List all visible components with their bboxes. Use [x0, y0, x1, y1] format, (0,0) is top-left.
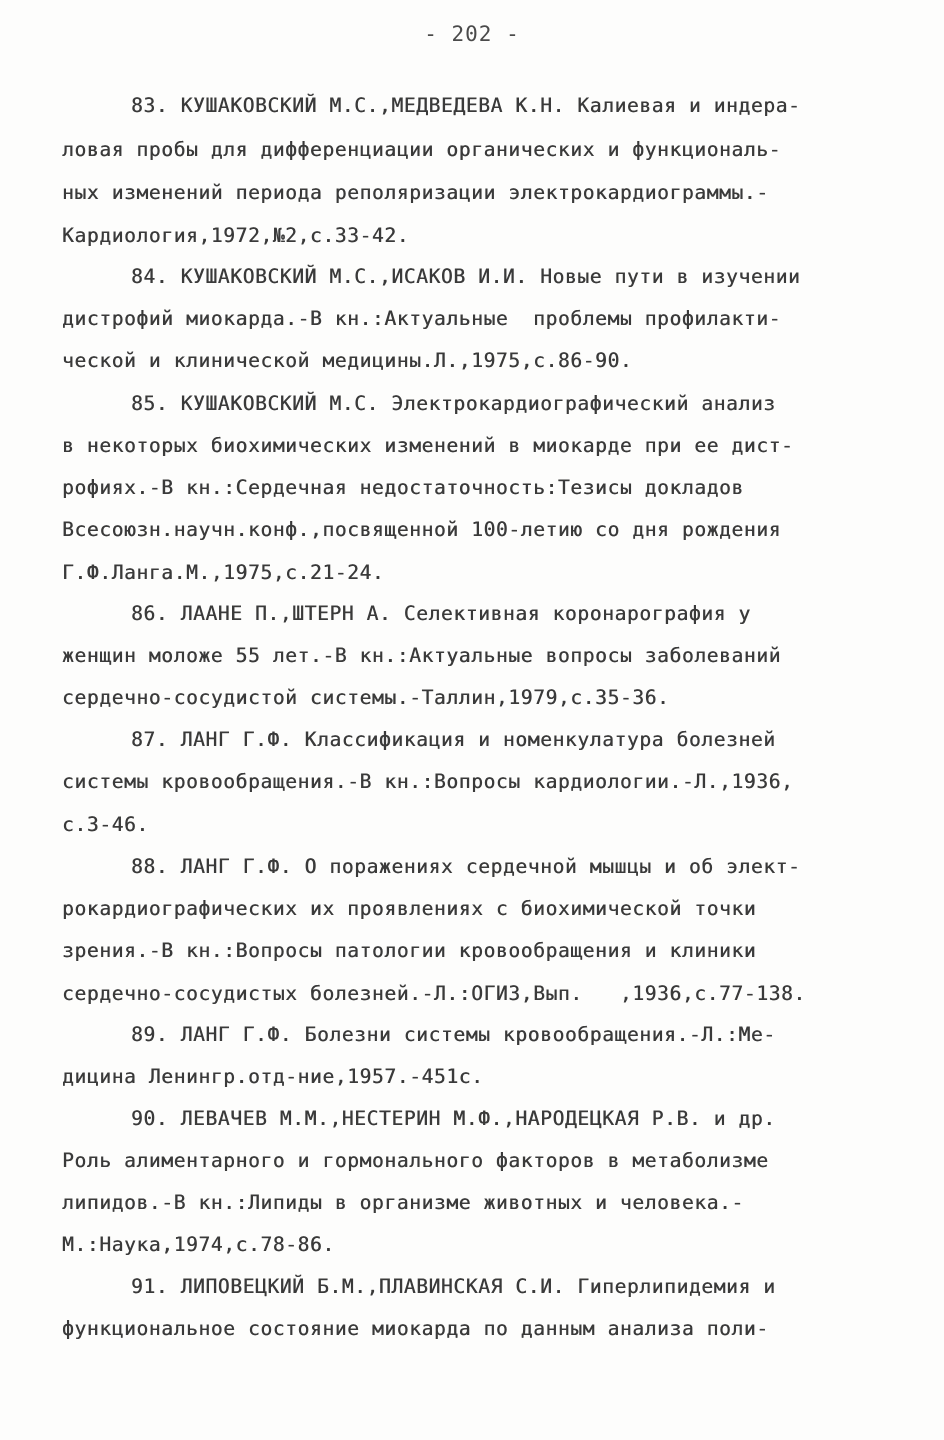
reference-86-line-2: женщин моложе 55 лет.-В кн.:Актуальные вопросы заболеваний [62, 644, 781, 667]
reference-90-line-2: Роль алиментарного и гормонального факторов в метаболизме [62, 1149, 769, 1172]
reference-90-line-1: 90. ЛЕВАЧЕВ М.М.,НЕСТЕРИН М.Ф.,НАРОДЕЦКАЯ Р.В. и др. [131, 1107, 776, 1130]
reference-83-line-3: ных изменений периода реполяризации электрокардиограммы.- [62, 181, 769, 204]
reference-86-line-1: 86. ЛААНЕ П.,ШТЕРН А. Селективная коронарография у [131, 602, 751, 625]
reference-88-line-4: сердечно-сосудистых болезней.-Л.:ОГИЗ,Вып. ,1936,с.77-138. [62, 982, 806, 1005]
page-number: - 202 - [424, 22, 520, 46]
reference-83-line-1: 83. КУШАКОВСКИЙ М.С.,МЕДВЕДЕВА К.Н. Калиевая и индера- [131, 94, 801, 117]
reference-88-line-1: 88. ЛАНГ Г.Ф. О поражениях сердечной мышцы и об элект- [131, 855, 801, 878]
reference-85-line-4: Всесоюзн.научн.конф.,посвященной 100-летию со дня рождения [62, 518, 781, 541]
reference-87-line-2: системы кровообращения.-В кн.:Вопросы кардиологии.-Л.,1936, [62, 770, 794, 793]
reference-85-line-3: рофиях.-В кн.:Сердечная недостаточность:Тезисы докладов [62, 476, 744, 499]
reference-83-line-4: Кардиология,1972,№2,с.33-42. [62, 224, 410, 247]
reference-86-line-3: сердечно-сосудистой системы.-Таллин,1979,с.35-36. [62, 686, 670, 709]
reference-91-line-1: 91. ЛИПОВЕЦКИЙ Б.М.,ПЛАВИНСКАЯ С.И. Гиперлипидемия и [131, 1275, 776, 1298]
reference-88-line-3: зрения.-В кн.:Вопросы патологии кровообращения и клиники [62, 939, 757, 962]
reference-85-line-5: Г.Ф.Ланга.М.,1975,с.21-24. [62, 561, 385, 584]
reference-84-line-2: дистрофий миокарда.-В кн.:Актуальные проблемы профилакти- [62, 307, 781, 330]
reference-91-line-2: функциональное состояние миокарда по данным анализа поли- [62, 1317, 769, 1340]
reference-87-line-1: 87. ЛАНГ Г.Ф. Классификация и номенкулатура болезней [131, 728, 776, 751]
reference-90-line-3: липидов.-В кн.:Липиды в организме животных и человека.- [62, 1191, 744, 1214]
reference-87-line-3: с.3-46. [62, 813, 149, 836]
reference-89-line-1: 89. ЛАНГ Г.Ф. Болезни системы кровообращения.-Л.:Ме- [131, 1023, 776, 1046]
reference-90-line-4: М.:Наука,1974,с.78-86. [62, 1233, 335, 1256]
reference-84-line-3: ческой и клинической медицины.Л.,1975,с.86-90. [62, 349, 633, 372]
reference-83-line-2: ловая пробы для дифференциации органических и функциональ- [62, 138, 781, 161]
reference-84-line-1: 84. КУШАКОВСКИЙ М.С.,ИСАКОВ И.И. Новые пути в изучении [131, 265, 801, 288]
reference-89-line-2: дицина Ленингр.отд-ние,1957.-451с. [62, 1065, 484, 1088]
reference-88-line-2: рокардиографических их проявлениях с биохимической точки [62, 897, 757, 920]
reference-85-line-2: в некоторых биохимических изменений в миокарде при ее дист- [62, 434, 794, 457]
reference-85-line-1: 85. КУШАКОВСКИЙ М.С. Электрокардиографический анализ [131, 392, 776, 415]
